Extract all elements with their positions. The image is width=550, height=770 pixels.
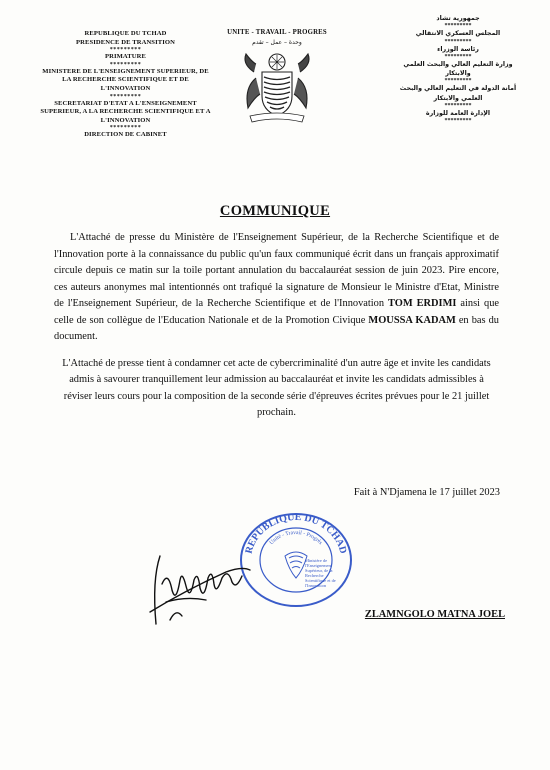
header-right-ministry: وزارة التعليم العالي والبحث العلمي والابتكار: [403, 60, 513, 78]
document-body: [54, 230, 499, 432]
header-left-primature: PRIMATURE: [104, 53, 147, 61]
stamp-center-text: Ministère de l'Enseignement Supérieur, de la Recherche Scientifique et de l'Innovation: [305, 558, 336, 588]
header-stars: *********: [444, 78, 472, 85]
header-right-secretariat: أمانة الدولة في التعليم العالي والبحث العلمي والابتكار: [399, 85, 517, 102]
paragraph-1: [54, 230, 499, 346]
header-stars: *********: [109, 61, 142, 68]
header-stars: *********: [109, 47, 142, 54]
header-stars: *********: [109, 93, 142, 100]
header-stars: *********: [444, 23, 472, 30]
header-right-council: المجلس العسكري الانتقالي: [415, 30, 501, 38]
stamp-outer-text: REPUBLIQUE DU TCHAD: [243, 511, 349, 555]
colleague-name: MOUSSA KADAM: [368, 314, 456, 326]
header-left-cabinet: DIRECTION DE CABINET: [84, 131, 167, 139]
stamp-inner-text: Unité - Travail - Progrès: [268, 529, 324, 547]
paragraph-2: L'Attaché de presse tient à condamner cet acte de cybercriminalité d'un autre âge et invite les candidats admis à savourer tranquillement leur admission au baccalauréat et invite les candidats admissibles à réviser leurs cours pour la composition de la seconde série d'épreuves écrites prévues pour le 21 juillet prochain.: [62, 357, 491, 418]
national-motto: UNITE - TRAVAIL - PROGRES: [227, 29, 327, 36]
header-left-republic: REPUBLIQUE DU TCHAD: [84, 30, 167, 37]
header-center: [222, 29, 332, 128]
date-place-line: Fait à N'Djamena le 17 juillet 2023: [353, 487, 500, 498]
header-left-ministry: MINISTERE DE L'ENSEIGNEMENT SUPERIEUR, DE LA RECHERCHE SCIENTIFIQUE ET DE L'INNOVATION: [42, 67, 209, 92]
header-right-primature: رئاسة الوزراء: [437, 45, 479, 53]
paragraph-1-text-a: L'Attaché de presse du Ministère de l'Enseignement Supérieur, de la Recherche Scientifique et de l'Innovation porte à la connaissance du public qu'un faux communiqué écrit dans un français approximatif circule depuis ce matin sur la toile portant annulation du baccalauréat session de juin 2023. Pire encore, ces auteurs anonymes mal intentionnés ont trafiqué la signature de Monsieur le Ministre d'Etat, Ministre de l'Enseignement Supérieur, de la Recherche Scientifique et de l'Innovation: [54, 232, 499, 309]
header-stars: *********: [444, 53, 472, 60]
header-left-presidency: PRESIDENCE DE TRANSITION: [75, 38, 175, 46]
document-title: COMMUNIQUE: [219, 203, 331, 219]
header-left-secretariat: SECRETARIAT D'ETAT A L'ENSEIGNEMENT SUPERIEUR, A LA RECHERCHE SCIENTIFIQUE ET A L'INNOVATION: [40, 99, 211, 124]
signer-name: ZLAMNGOLO MATNA JOEL: [364, 609, 505, 620]
paragraph-1-text-b: ainsi que celle de son collègue de l'Education Nationale et de la Promotion Civique: [54, 298, 500, 326]
minister-name: TOM ERDIMI: [388, 298, 457, 309]
paragraph-1-text-c: en bas du document.: [54, 314, 499, 342]
handwritten-signature: [146, 550, 256, 630]
header-stars: *********: [444, 103, 472, 110]
header-stars: *********: [109, 125, 142, 132]
national-motto-arabic: وحدة – عمل – تقدم: [252, 39, 302, 46]
stamp-emblem-icon: [285, 552, 307, 578]
header-right-arabic: [398, 14, 518, 124]
header-left: [38, 30, 213, 140]
header-stars: *********: [444, 118, 472, 125]
coat-of-arms-icon: [234, 50, 320, 128]
header-right-republic: جمهورية تشاد: [436, 15, 480, 22]
header-right-cabinet: الإدارة العامة للوزارة: [425, 110, 491, 118]
header-stars: *********: [444, 38, 472, 45]
